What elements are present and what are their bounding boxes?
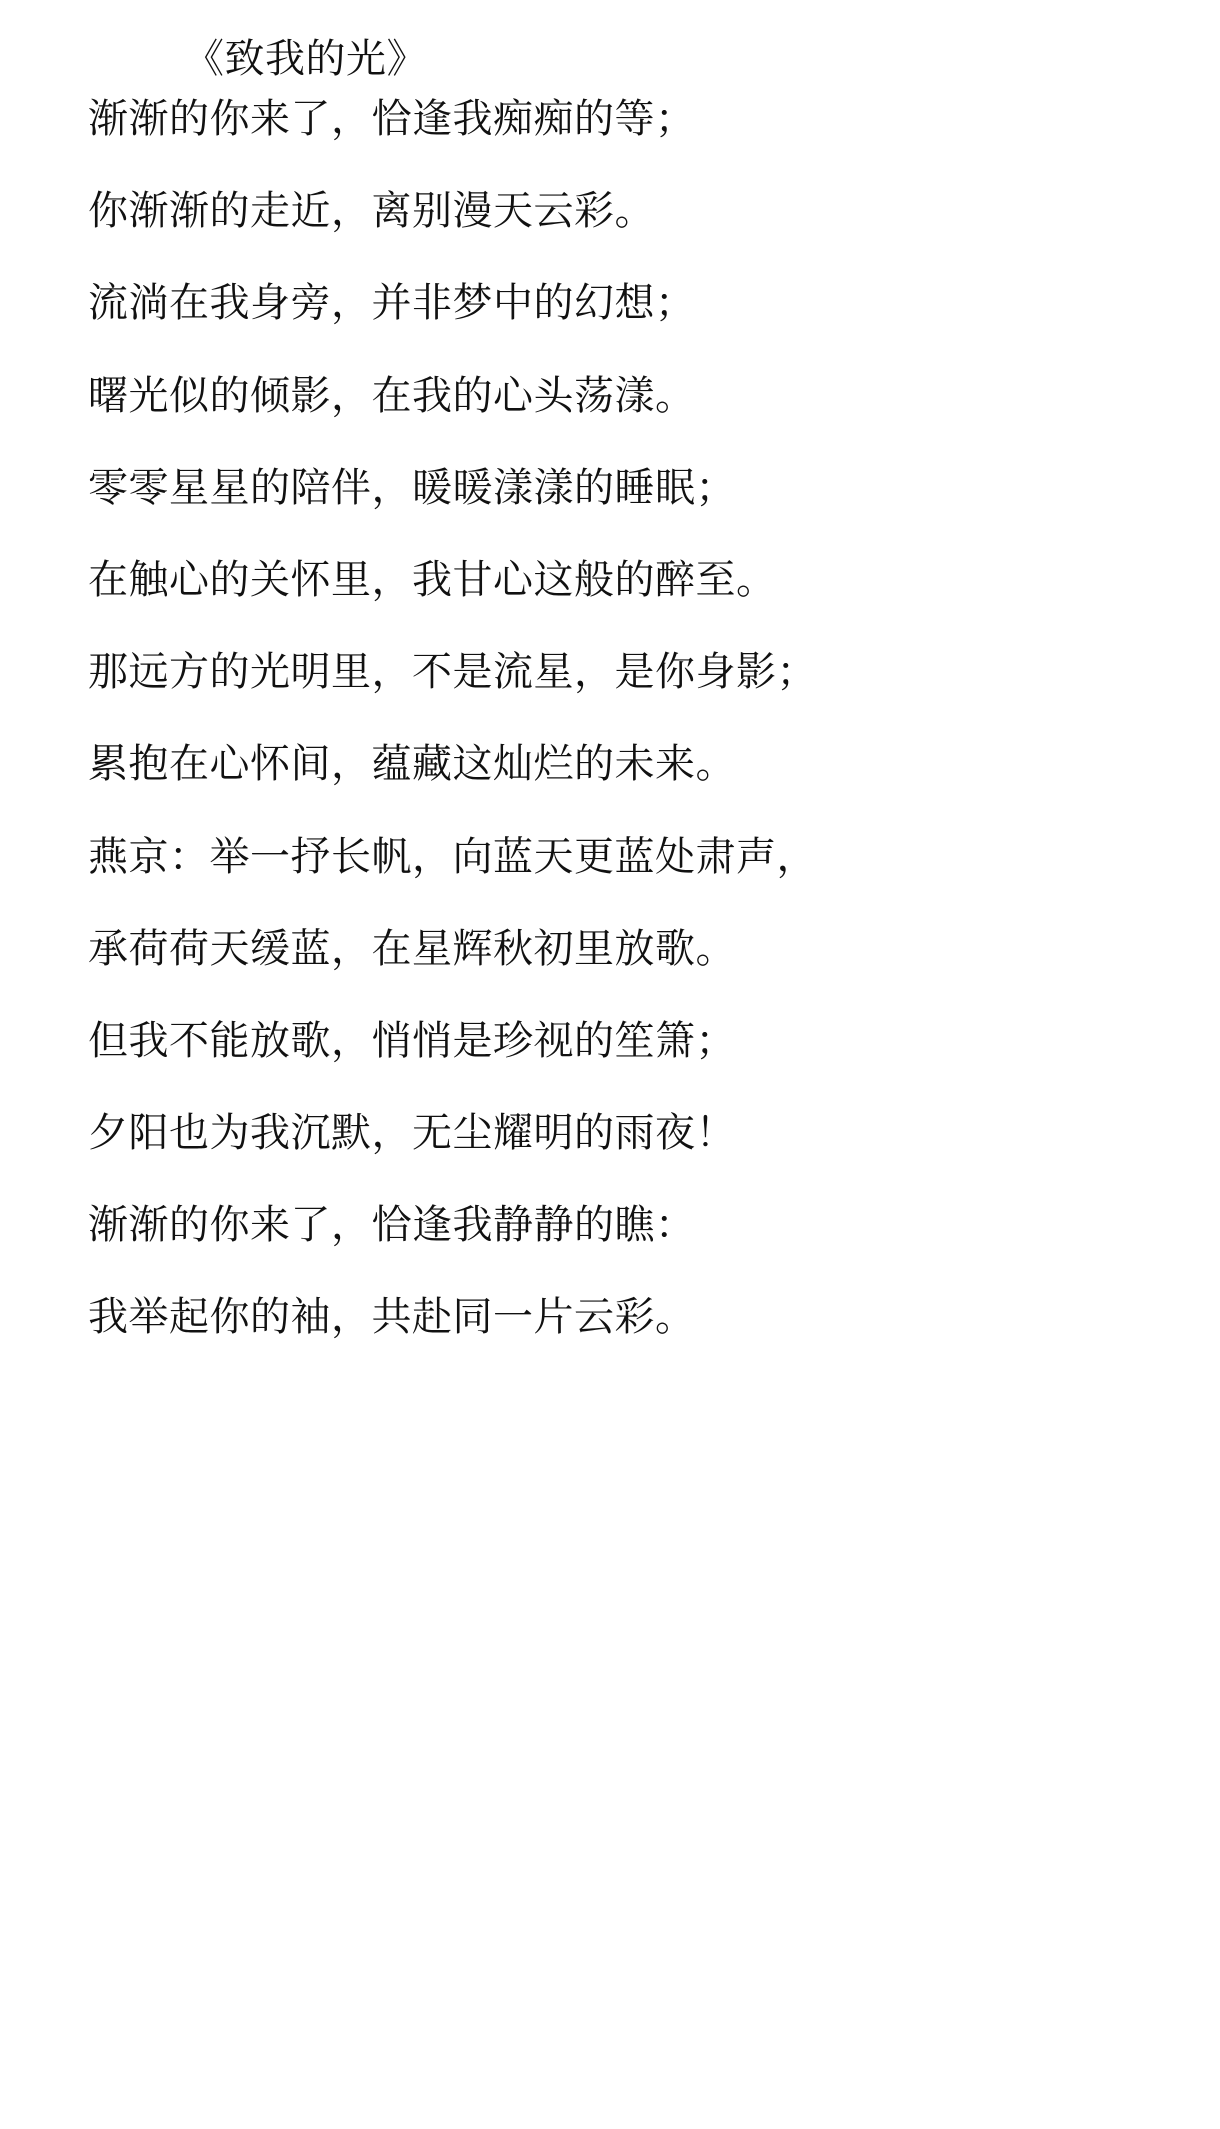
poem-line: 渐渐的你来了，恰逢我静静的瞧： [88,1202,696,1249]
poem-line: 那远方的光明里，不是流星，是你身影； [88,649,817,696]
poem-line: 在触心的关怀里，我甘心这般的醉至。 [88,556,777,603]
poem-line: 累抱在心怀间，蕴藏这灿烂的未来。 [88,741,736,788]
page-title: 《致我的光》 [184,36,427,82]
poem-line: 我举起你的袖，共赴同一片云彩。 [88,1294,696,1341]
poem-line: 但我不能放歌，悄悄是珍视的笙箫； [88,1017,736,1064]
poem-line: 渐渐的你来了，恰逢我痴痴的等； [88,96,696,142]
poem-line: 曙光似的倾影，在我的心头荡漾。 [88,372,696,419]
poem-body [88,96,1150,1342]
poem-line: 夕阳也为我沉默，无尘耀明的雨夜！ [88,1110,736,1157]
poem-line: 你渐渐的走近，离别漫天云彩。 [88,188,655,235]
poem-line: 承荷荷天缓蓝，在星辉秋初里放歌。 [88,925,736,972]
poem-line: 零零星星的陪伴，暖暖漾漾的睡眠； [88,464,736,511]
poem-line: 流淌在我身旁，并非梦中的幻想； [88,280,696,327]
poem-line: 燕京：举一抒长帆，向蓝天更蓝处肃声， [88,833,817,880]
